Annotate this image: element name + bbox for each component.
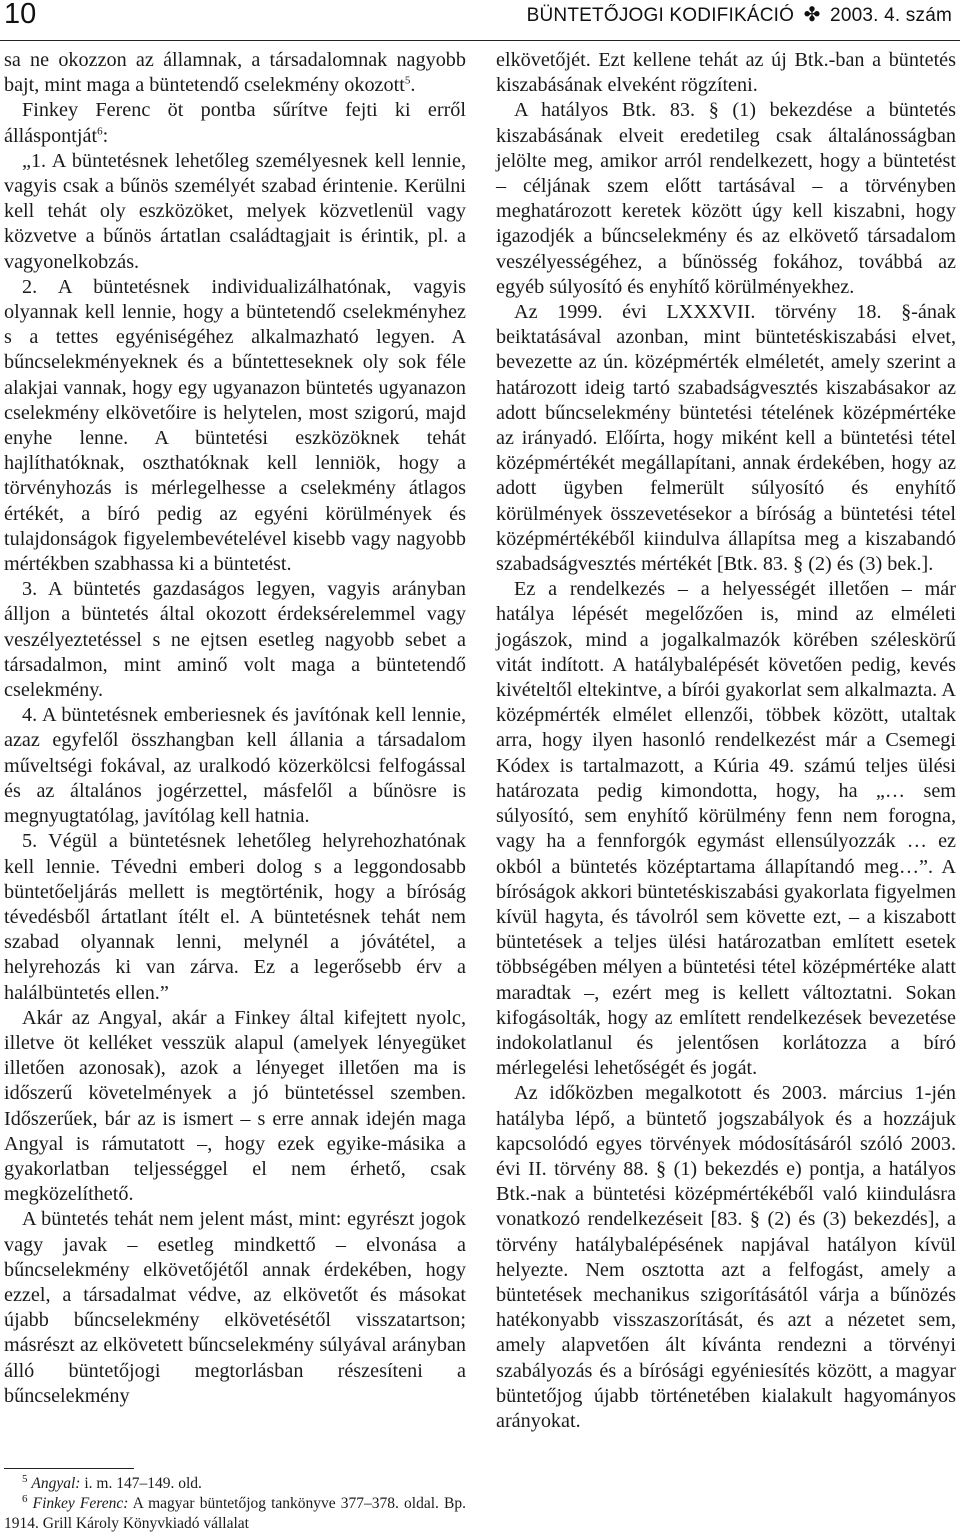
footnote-ref: 5: [404, 74, 411, 87]
issue-label: 2003. 4. szám: [830, 5, 952, 26]
paragraph: Az 1999. évi LXXXVII. törvény 18. §-ának beiktatásával azonban, mint büntetéskiszabási elvet, bevezette az ún. középmérték elméletét, amely szerint a határozott ideig tartó szabadságvesztés kiszabásakor az adott bűncselekmény büntetési tételének középmértéke az irányadó. Előírta, hogy miként kell a büntetési tétel középmértékét megállapítani, annak érdekében, hogy az adott ügyben felmerült súlyosító és enyhítő körülmények összevetésekor a bíróság a büntetési tétel középmértékéből kiindulva állapítsa meg a kiszabandó szabadságvesztés mértékét [Btk. 83. § (2) és (3) bek.].: [496, 301, 956, 576]
running-header: [0, 0, 960, 41]
paragraph: sa ne okozzon az államnak, a társadalomnak nagyobb bajt, mint maga a büntetendő cselekmény okozott$^5$.: [4, 49, 466, 97]
left-column: [4, 48, 466, 1409]
footnote: $^6$ Finkey Ferenc: A magyar büntetőjog tankönyve 377–378. oldal. Bp. 1914. Grill Károly Könyvkiadó vállalat: [4, 1492, 467, 1532]
footnotes: [4, 1474, 466, 1534]
page-number: 10: [4, 0, 37, 30]
paragraph: Az időközben megalkotott és 2003. március 1-jén hatályba lépő, a büntető jogszabályok és a hozzájuk kapcsolódó egyes törvények módosításáról szóló 2003. évi II. törvény 88. § (1) bekezdés e) pontja, a hatályos Btk.-nak a büntetési középmértékéből való kiindulásra vonatkozó rendelkezéseit [83. § (2) és (3) bekezdés], a törvény hatálybalépésének napjával hatályon kívül helyezte. Nem osztotta azt a felfogást, amely a büntetések mechanikus szigorításától várja a bűnözés hatékonyabb visszaszorítását, és azt a nézetet sem, amely alapvetően ált kívánta rendezni a törvényi szabályozás és a bírósági egyéniesítés között, a magyar büntetőjog újabb történetében kialakult hagyományos arányokat.: [496, 1082, 956, 1432]
right-column: [496, 48, 956, 1434]
journal-title: BÜNTETŐJOGI KODIFIKÁCIÓ: [526, 5, 795, 26]
paragraph: 4. A büntetésnek emberiesnek és javítónak kell lennie, azaz egyfelől összhangban kell állania a társadalom műveltségi fokával, az uralkodó közerkölcsi felfogással és az általános jogérzettel, másfelől a bűnösre is megnyugtatólag, javítólag kell hatnia.: [4, 704, 466, 828]
paragraph: elkövetőjét. Ezt kellene tehát az új Btk.-ban a büntetés kiszabásának elveként rögzíteni.: [496, 49, 956, 97]
paragraph: „1. A büntetésnek lehetőleg személyesnek kell lennie, vagyis csak a bűnös személyét szabad érintenie. Kerülni kell tehát oly eszközöket, melyek közvetlenül vagy közvetve a bűnös ártatlan családtagjait is érintik, pl. a vagyonelkobzás.: [4, 149, 466, 273]
footnote: $^5$ Angyal: i. m. 147–149. old.: [22, 1472, 202, 1492]
paragraph: 3. A büntetés gazdaságos legyen, vagyis arányban álljon a büntetés által okozott érdeksérelemmel vagy veszélyeztetéssel s ne ejtsen esetleg nagyobb sebet a társadalmon, mint aminő volt maga a büntetendő cselekmény.: [4, 578, 466, 702]
footnote-rule: [4, 1468, 134, 1469]
paragraph: A büntetés tehát nem jelent mást, mint: egyrészt jogok vagy javak – esetleg mindkettő – elvonása a bűncselekmény elkövetőjétől annak érdekében, hogy ezzel, a társadalmat védve, az elkövetőt és másokat újabb bűncselekmény elkövetésétől visszatartson; másrészt az elkövetett bűncselekmény súlyával arányban álló büntetőjogi megtorlásban részesíteni a bűncselekmény: [4, 1208, 466, 1407]
paragraph: Ez a rendelkezés – a helyességét illetően – már hatálya lépését megelőzően is, mind az elméleti jogászok, mind a jogalkalmazók körében széleskörű vitát indított. A hatálybalépését követően pedig, kevés kivételtől eltekintve, a bírói gyakorlat sem alkalmazta. A középmérték elmélet ellenzői, többek között, utaltak arra, hogy ilyen hasonló rendelkezést már a Csemegi Kódex is tartalmazott, a Kúria 49. számú teljes ülési határozata pedig kimondotta, hogy, ha „… sem súlyosító, sem enyhítő körülmény fenn nem forogna, vagy ha a fennforgók egymást ellensúlyozzák … ez okból a büntetés középtartama állapítandó meg…”. A bíróságok akkori büntetéskiszabási gyakorlata figyelmen kívül hagyta, és távolról sem követte ezt, – a kiszabott büntetések a teljes ülési határozatban említett esetek többségében mélyen a büntetési tétel középmértéke alatt maradtak –, ezért meg is kellett változtatni. Sokan kifogásolták, hogy az említett rendelkezések bevezetése indokolatlanul és jelentősen korlátozza a bíró mérlegelési lehetőségét és jogát.: [496, 578, 956, 1080]
footnote-ref: 6: [97, 124, 103, 137]
paragraph: Finkey Ferenc öt pontba sűrítve fejti ki erről álláspontját$^6$:: [4, 99, 466, 147]
paragraph: 2. A büntetésnek individualizálhatónak, vagyis olyannak kell lennie, hogy a büntetendő cselekményhez s a tettes egyéniségéhez alkalmazható legyen. A bűncselekményeknek és a bűntetteseknek oly sok féle alakjai vannak, hogy egy ugyanazon büntetés ugyanazon cselekmény elkövetőire is helytelen, most szigorú, majd enyhe lenne. A büntetési eszközöknek tehát hajlíthatóknak, oszthatóknak kell lenniök, hogy a törvényhozás is mérlegelhesse a cselekmény átlagos értékét, a bíró pedig az egyéni körülmények és tulajdonságok figyelembevételével kisebb vagy nagyobb mértékben szabhassa ki a büntetést.: [4, 275, 466, 576]
running-title: [527, 2, 952, 27]
ornament-icon: ✤: [803, 4, 821, 26]
paragraph: A hatályos Btk. 83. § (1) bekezdése a büntetés kiszabásának elveit eredetileg csak általánosságban jelölte meg, amikor arról rendelkezett, hogy a büntetést – céljának szem előtt tartásával – a törvényben meghatározott keretek között úgy kell kiszabni, hogy igazodjék a bűncselekmény és az elkövető társadalom veszélyességéhez, a bűnösség fokához, továbbá az egyéb súlyosító és enyhítő körülményekhez.: [496, 99, 956, 298]
paragraph: 5. Végül a büntetésnek lehetőleg helyrehozhatónak kell lennie. Tévedni emberi dolog s a leggondosabb büntetőeljárás mellett is megtörténik, hogy a bíróság tévedésből ártatlant ítélt el. A büntetésnek tehát nem szabad olyannak lenni, melynél a jóvátétel, a helyrehozás ki van zárva. Ez a legerősebb érv a halálbüntetés ellen.”: [4, 830, 466, 1004]
paragraph: Akár az Angyal, akár a Finkey által kifejtett nyolc, illetve öt kelléket vesszük alapul (amelyek lényegüket illetően azonosak), azok a lényeget illetően ma is időszerű követelmények a jó büntetéssel szemben. Időszerűek, bár az is ismert – s erre annak idején maga Angyal is rámutatott –, hogy ezek egyike-másika a gyakorlatban teljességgel el nem érhető, csak megközelíthető.: [4, 1006, 466, 1206]
